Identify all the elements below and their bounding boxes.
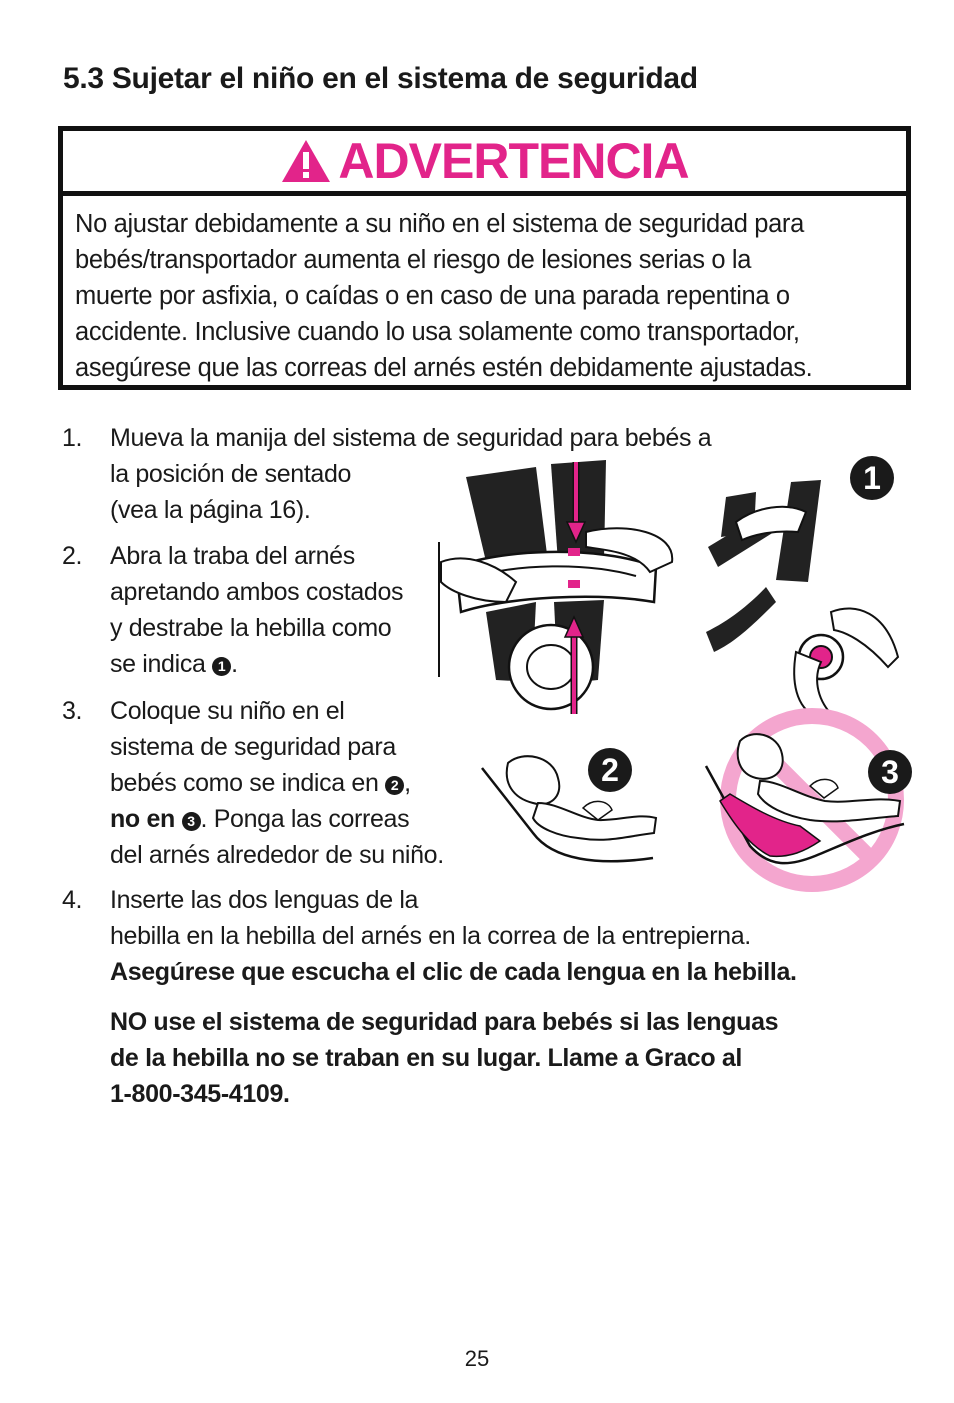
step-line: apretando ambos costados xyxy=(110,578,404,606)
warning-line: muerte por asfixia, o caídas o en caso de una parada repentina o xyxy=(75,282,790,310)
step-3 xyxy=(62,693,482,873)
step-line xyxy=(110,765,482,801)
infant-correct-illustration xyxy=(478,748,678,868)
warning-triangle-icon xyxy=(280,138,332,184)
step-line: sistema de seguridad para xyxy=(110,733,396,761)
step-4 xyxy=(62,882,862,1112)
step-line: de la hebilla no se traban en su lugar. Llame a Graco al xyxy=(110,1044,743,1072)
warning-line: bebés/transportador aumenta el riesgo de lesiones serias o la xyxy=(75,246,752,274)
step-line: la posición de sentado xyxy=(110,460,352,488)
step-line: Coloque su niño en el xyxy=(110,697,345,725)
step-bold-line: Asegúrese que escucha el clic de cada lengua en la hebilla. xyxy=(110,958,797,986)
figure-1-badge: 1 xyxy=(850,456,894,500)
step-line xyxy=(110,646,432,682)
step-line: Abra la traba del arnés xyxy=(110,542,355,570)
warning-line: accidente. Inclusive cuando lo usa solamente como transportador, xyxy=(75,318,800,346)
step-line: 1-800-345-4109. xyxy=(110,1080,290,1108)
step-text: . xyxy=(231,650,238,678)
step-number: 4. xyxy=(62,886,83,914)
figure-incorrect-position xyxy=(690,706,920,896)
step-line: hebilla en la hebilla del arnés en la correa de la entrepierna. xyxy=(110,922,751,950)
figure-ref-3-icon: 3 xyxy=(182,812,201,831)
infant-incorrect-illustration xyxy=(690,706,920,896)
warning-title: ADVERTENCIA xyxy=(338,133,689,189)
figure-ref-1-icon: 1 xyxy=(212,657,231,676)
step-line: Inserte las dos lenguas de la xyxy=(110,886,419,914)
step-line: y destrabe la hebilla como xyxy=(110,614,392,642)
harness-illustration xyxy=(436,452,916,722)
step-number: 2. xyxy=(62,542,83,570)
step-text: bebés como se indica en xyxy=(110,769,386,797)
warning-line: No ajustar debidamente a su niño en el sistema de seguridad para xyxy=(75,210,804,238)
step-line: (vea la página 16). xyxy=(110,496,311,524)
figure-3-badge: 3 xyxy=(868,750,912,794)
step-line: NO use el sistema de seguridad para bebés si las lenguas xyxy=(110,1008,779,1036)
step-line: Mueva la manija del sistema de seguridad para bebés a xyxy=(110,424,712,452)
step-number: 3. xyxy=(62,697,83,725)
section-title: 5.3 Sujetar el niño en el sistema de seguridad xyxy=(63,62,698,95)
step-line: del arnés alrededor de su niño. xyxy=(110,841,444,869)
step-line xyxy=(110,801,482,837)
warning-header xyxy=(63,131,906,196)
figure-2-badge: 2 xyxy=(588,748,632,792)
step-text: , xyxy=(404,769,411,797)
figure-correct-position xyxy=(478,748,678,868)
step-bold-text: no en xyxy=(110,805,182,833)
step-text: se indica xyxy=(110,650,213,678)
warning-text xyxy=(63,196,906,386)
warning-line: asegúrese que las correas del arnés estén debidamente ajustadas. xyxy=(75,354,813,382)
step-bold-paragraph xyxy=(110,1004,862,1112)
step-number: 1. xyxy=(62,424,83,452)
figure-ref-2-icon: 2 xyxy=(385,776,404,795)
step-text: . Ponga las correas xyxy=(200,805,410,833)
figure-harness-unlock xyxy=(436,452,916,722)
page-number: 25 xyxy=(464,1346,490,1371)
warning-box xyxy=(58,126,911,390)
step-2 xyxy=(62,538,432,682)
